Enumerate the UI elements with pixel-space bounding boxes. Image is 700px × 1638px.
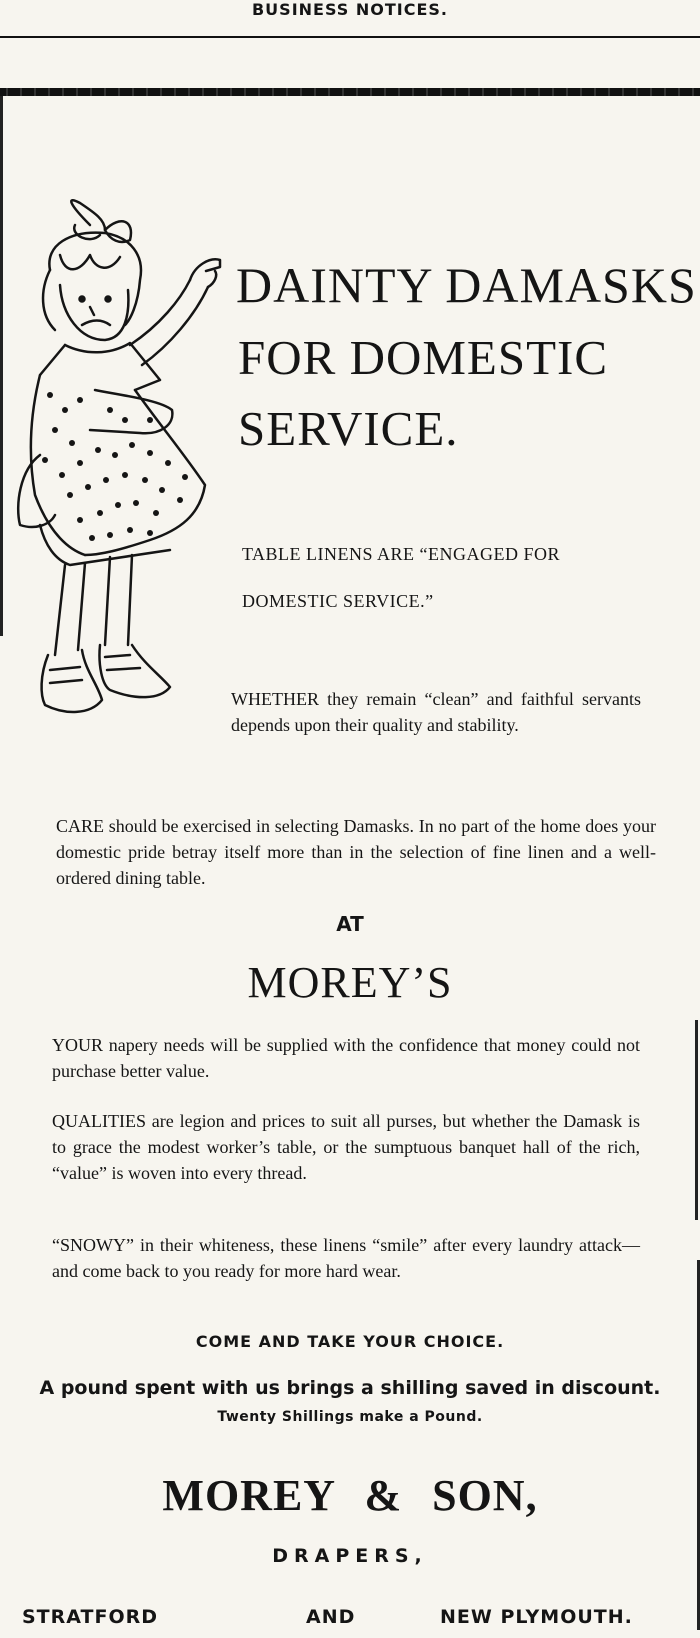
discount-line: A pound spent with us brings a shilling saved in discount.: [39, 1377, 661, 1399]
location-new-plymouth: NEW PLYMOUTH.: [440, 1606, 633, 1628]
ad-border-top: [0, 88, 700, 96]
whether-paragraph: WHETHER they remain “clean” and faithful servants depends upon their quality and stability.: [231, 689, 641, 735]
headline-line-1: DAINTY DAMASKS: [236, 257, 697, 313]
drapers-label: DRAPERS,: [272, 1545, 428, 1567]
ad-border-right: [695, 1020, 698, 1220]
care-paragraph: CARE should be exercised in selecting Damasks. In no part of the home does your domestic pride betray itself more than in the selection of fine linen and a well-ordered dining table.: [56, 816, 656, 888]
shillings-line: Twenty Shillings make a Pound.: [217, 1409, 483, 1425]
your-paragraph: YOUR napery needs will be supplied with the confidence that money could not purchase better value.: [52, 1035, 640, 1081]
firm-name: MOREY & SON,: [162, 1471, 538, 1520]
headline-line-3: SERVICE.: [238, 401, 459, 456]
ad-border-left: [0, 96, 3, 636]
location-and: AND: [306, 1606, 356, 1628]
subhead-line-1: TABLE LINENS ARE “ENGAGED FOR: [242, 544, 561, 564]
at-label: AT: [336, 912, 364, 936]
qualities-paragraph: QUALITIES are legion and prices to suit all purses, but whether the Damask is to grace the modest worker’s table, or the sumptuous banquet hall of the rich, “value” is woven into every thread.: [52, 1111, 640, 1183]
snowy-paragraph: “SNOWY” in their whiteness, these linens “smile” after every laundry attack—and come back to you ready for more hard wear.: [52, 1235, 640, 1281]
section-header: BUSINESS NOTICES.: [251, 0, 448, 19]
headline-line-2: FOR DOMESTIC: [238, 330, 609, 385]
pointing-girl-icon: [10, 195, 225, 755]
subhead-line-2: DOMESTIC SERVICE.”: [242, 591, 434, 611]
store-title: MOREY’S: [247, 958, 453, 1007]
come-take-choice-label: COME AND TAKE YOUR CHOICE.: [195, 1332, 505, 1351]
top-divider: [0, 36, 700, 38]
location-stratford: STRATFORD: [22, 1606, 158, 1628]
